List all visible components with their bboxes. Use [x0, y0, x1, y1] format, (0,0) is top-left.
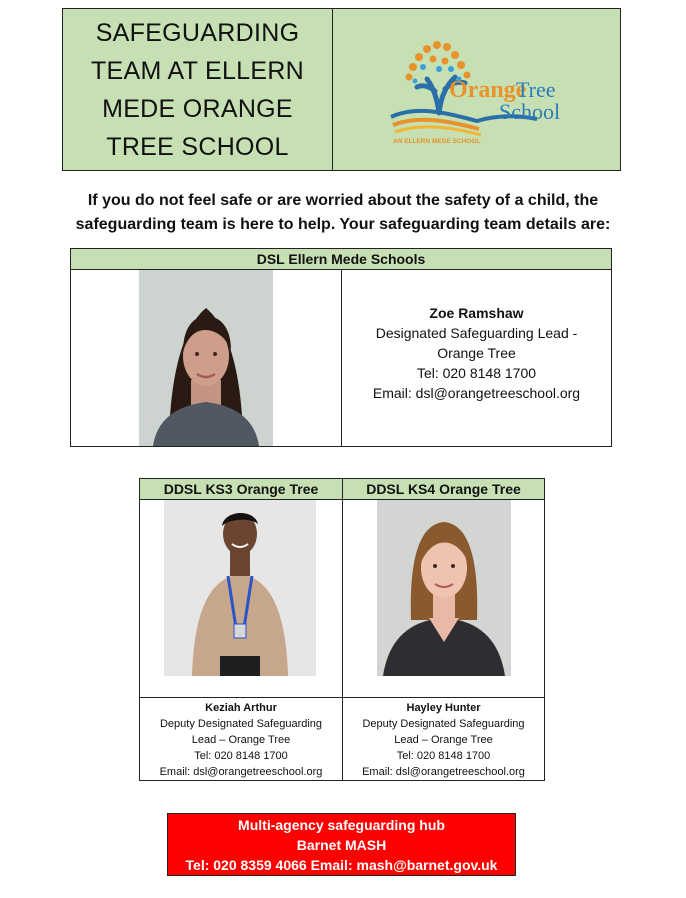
ddsl-ks3-photo	[164, 500, 316, 676]
intro-text: If you do not feel safe or are worried about the safety of a child, the safeguarding team is here to help. Your safeguarding team details are:	[75, 192, 611, 233]
person-photo-icon	[164, 500, 316, 676]
brand-tagline: AN ELLERN MEDE SCHOOL	[392, 137, 480, 145]
ddsl-ks3-heading: DDSL KS3 Orange Tree	[140, 479, 342, 500]
ddsl-ks3-name: Keziah Arthur	[205, 702, 277, 714]
ddsl-ks4-contact	[343, 698, 544, 780]
ddsl-ks4-photo	[377, 500, 511, 676]
school-logo	[333, 9, 620, 170]
ddsl-table	[139, 478, 545, 781]
ddsl-ks4-role-line2: Lead – Orange Tree	[394, 734, 493, 746]
dsl-tel: Tel: 020 8148 1700	[416, 365, 537, 381]
dsl-name: Zoe Ramshaw	[429, 305, 524, 321]
person-photo-icon	[377, 500, 511, 676]
mash-line2: Barnet MASH	[296, 837, 387, 853]
dsl-email: Email: dsl@orangetreeschool.org	[372, 385, 581, 401]
ddsl-ks4-role-line1: Deputy Designated Safeguarding	[362, 718, 525, 730]
ddsl-ks3-tel: Tel: 020 8148 1700	[194, 750, 288, 762]
brand-school: School	[498, 98, 560, 124]
dsl-table	[70, 248, 612, 447]
dsl-contact	[342, 270, 611, 446]
person-photo-icon	[139, 270, 273, 446]
dsl-role-line1: Designated Safeguarding Lead -	[375, 325, 578, 341]
dsl-heading: DSL Ellern Mede Schools	[71, 249, 611, 270]
ddsl-ks4-heading: DDSL KS4 Orange Tree	[343, 479, 544, 500]
ddsl-ks4-photo-cell	[343, 500, 544, 698]
orange-tree-logo-icon	[387, 35, 567, 145]
ddsl-ks4-name: Hayley Hunter	[406, 702, 481, 714]
mash-contact-box	[167, 813, 516, 876]
header-table	[62, 8, 621, 171]
mash-line1: Multi-agency safeguarding hub	[238, 817, 445, 833]
brand-orange: Orange	[448, 76, 526, 103]
ddsl-ks4-column	[342, 479, 544, 780]
ddsl-ks4-email: Email: dsl@orangetreeschool.org	[362, 766, 525, 778]
page-title: SAFEGUARDING TEAM AT ELLERN MEDE ORANGE TREE SCHOOL	[63, 9, 333, 170]
dsl-photo-cell	[71, 270, 342, 446]
ddsl-ks3-photo-cell	[140, 500, 342, 698]
brand-tree: Tree	[515, 76, 556, 102]
ddsl-ks3-column	[140, 479, 342, 780]
dsl-photo	[139, 270, 273, 446]
ddsl-ks3-contact	[140, 698, 342, 780]
dsl-role-line2: Orange Tree	[437, 345, 516, 361]
mash-line3: Tel: 020 8359 4066 Email: mash@barnet.gov.uk	[185, 857, 498, 873]
ddsl-ks4-tel: Tel: 020 8148 1700	[396, 750, 491, 762]
ddsl-ks3-email: Email: dsl@orangetreeschool.org	[159, 766, 323, 778]
ddsl-ks3-role-line1: Deputy Designated Safeguarding	[159, 718, 323, 730]
ddsl-ks3-role-line2: Lead – Orange Tree	[191, 734, 291, 746]
